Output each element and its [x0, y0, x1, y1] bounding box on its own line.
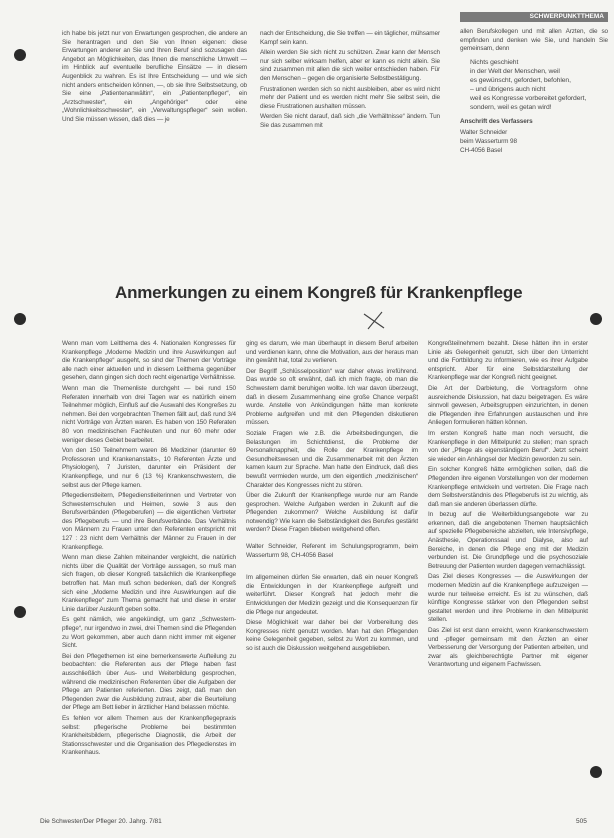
pencil-mark [362, 310, 388, 332]
paragraph: Wenn man vom Leitthema des 4. Nationalen Kongresses für Krankenpflege „Moderne Medizin und ihre Auswirkungen auf die Krankenpflege“ ausgeht, so sind der Themen der Vorträge alle nach einer aktuellen und in diesem Leitthema gegenüber gesehen, dann gingen sich doch recht eigenartige Verhältnisse. [62, 340, 236, 382]
paragraph: Über die Zukunft der Krankenpflege wurde nur am Rande gesprochen. Welche Aufgaben werden in Zukunft auf die Pflegenden zukommen? Welche Ausbildung ist dafür notwendig? Wie kann die Selbständigkeit des Berufes gestärkt werden? Diese Fragen blieben weitgehend offen. [246, 492, 418, 534]
paragraph: Der Begriff „Schlüsselposition“ war daher etwas irreführend. Das wurde so oft erwähnt, daß ich mich fragte, ob man die Schwestern damit beruhigen wollte. Ich war davon überzeugt, daß in diesem Zusammenhang eine große Chance verpaßt wurde. Anstelle von Ankündigungen hätte man konkrete Probleme aufgreifen und mit den Pflegenden diskutieren müssen. [246, 367, 418, 427]
quote-line: – und übrigens auch nicht [470, 85, 546, 93]
paragraph: Es geht nämlich, wie angekündigt, um ganz „Schwestern- pflege“, nur irgendwo in zwei, drei Themen sind die Pflegenden zu Wort gekommen, aber auch dann nicht immer mit eigener Sicht. [62, 616, 236, 650]
paragraph: Die Art der Darbietung, die Vortragsform ohne ausreichende Diskussion, hat dazu beigetragen. Es wäre sinnvoll gewesen, Arbeitsgruppen einzurichten, in denen die Pflegenden ihre Erfahrungen austauschen und ihre Anliegen formulieren hätten können. [428, 384, 588, 427]
paragraph: Pflegedienstleitern, Pflegedienstleiterinnen und Vertreter von Schwesternschulen und Heimen, sowie 3 aus den Berufsverbänden (Pflegeberufen) — die eigentlichen Vertreter des Pflegeberufs — und ihre Berufsverbände. Das Verhältnis von Männern zu Frauen unter den Referenten entspricht mit 127 : 23 nicht dem Verhältnis der Männer zu Frauen in der Krankenpflege. [62, 492, 236, 551]
paragraph: In bezug auf die Weiterbildungsangebote war zu erkennen, daß die angebotenen Themen hauptsächlich auf spezielle Pflegebereiche abzielten, wie Intensivpflege, Anästhesie, Operationssaal und Dialyse, also auf Bereiche, in denen die Pflege eng mit der Medizin verbunden ist. Die Grundpflege und die psychosoziale Betreuung der Patienten wurden dagegen vernachlässigt. [428, 511, 588, 570]
top-right-column [460, 28, 608, 198]
punch-hole [14, 49, 26, 61]
paragraph: Soziale Fragen wie z.B. die Arbeitsbedingungen, die Belastungen im Schichtdienst, die Probleme der Personalknappheit, die Rolle der Krankenpflege im Gesundheitswesen und die Zusammenarbeit mit den Ärzten kamen kaum zur Sprache. Man hatte den Eindruck, daß dies bewußt vermieden wurde, um den eigentlich „medizinischen“ Charakter des Kongresses nicht zu stören. [246, 429, 418, 489]
quote-line: es gewünscht, gefordert, befohlen, [470, 76, 571, 84]
author-heading: Anschrift des Verfassers [460, 117, 533, 125]
paragraph: Walter Schneider, Referent im Schulungsprogramm, beim Wasserturm 98, CH-4056 Basel [246, 543, 418, 559]
paragraph: Das Ziel dieses Kongresses — die Auswirkungen der modernen Medizin auf die Krankenpflege aufzuzeigen — wurde nur teilweise erreicht. Es ist zu wünschen, daß künftige Kongresse stärker von den Pflegenden selbst gestaltet werden und ihre Probleme in den Mittelpunkt stellen. [428, 573, 588, 624]
paragraph: allen Berufskollegen und mit allen Ärzten, die so empfinden und denken wie Sie, und handeln Sie gemeinsam, denn [460, 28, 608, 53]
paragraph: Im allgemeinen dürfen Sie erwarten, daß ein neuer Kongreß die Entwicklungen in der Krankenpflege aufgreift und weiterführt. Dieser Kongreß hat jedoch mehr die Entwicklungen der Medizin gezeigt und die Konsequenzen für die Pflege nur angedeutet. [246, 574, 418, 616]
paragraph: Allein werden Sie sich nicht zu schützen. Zwar kann der Mensch nur sich selber wirksam helfen, aber er kann es nicht allein. Sie sind zusammen mit allen die sich weiter entschieden haben. Für den Menschen – gegen die organisierte Selbstbestätigung. [260, 49, 440, 82]
quote-line: Nichts geschieht [470, 58, 519, 66]
page-number: 505 [576, 818, 587, 825]
paragraph: nach der Entscheidung, die Sie treffen — ein täglicher, mühsamer Kampf sein kann. [260, 30, 440, 46]
paragraph: Wenn man diese Zahlen miteinander vergleicht, die natürlich nichts über die Qualität der Vorträge aussagen, so muß man sich fragen, ob dieser Kongreß tatsächlich die Krankenpflege betroffen hat. Man muß schon bedenken, daß der Kongreß sich eine „Moderne Medizin und ihre Auswirkungen auf die Krankenpflege“ zum Thema gemacht hat und diese in erster Linie darüber Auskunft geben sollte. [62, 554, 236, 613]
paragraph: Das Ziel ist erst dann erreicht, wenn Krankenschwestern und -pfleger gemeinsam mit den Ärzten an einer Verbesserung der Versorgung der Patienten arbeiten, und zwar als gleichberechtigte Partner mit eigener Verantwortung und eigenem Fachwissen. [428, 627, 588, 669]
punch-hole [590, 313, 602, 325]
quote-line: sondern, weil es getan wird! [470, 103, 552, 111]
author-line: beim Wasserturm 98 [460, 137, 517, 145]
article-title: Anmerkungen zu einem Kongreß für Krankenpflege [115, 283, 523, 302]
top-middle-column [260, 30, 440, 180]
paragraph: Bei den Pflegethemen ist eine bemerkenswerte Aufteilung zu beobachten: die Referenten aus der Pflege haben fast ausschließlich über Aus- und Weiterbildung gesprochen, während die medizinischen Referenten über die Aufgaben der Pflege am Patienten referierten. Dies zeigt, daß man den Pflegenden zwar die Ausbildung zutraut, aber die Beurteilung der Pflege am Bett lieber in ärztlicher Hand belassen möchte. [62, 652, 236, 712]
punch-hole [590, 766, 602, 778]
paragraph: Es fehlen vor allem Themen aus der Krankenpflegepraxis selbst: pflegerische Probleme bei bestimmten Krankheitsbildern, pflegerische Diagnostik, die Arbeit der Stationsschwester und die Organisation des Pflegedienstes im Krankenhaus. [62, 714, 236, 757]
paragraph: Ein solcher Kongreß hätte ermöglichen sollen, daß die Pflegenden ihre eigenen Vorstellungen von der modernen Krankenpflege entwickeln und vertreten. Die Frage nach dem Selbstverständnis des Pflegeberufs ist zu wichtig, als daß man sie anderen überlassen dürfte. [428, 466, 588, 508]
bottom-middle-column [246, 340, 418, 812]
paragraph: ging es darum, wie man überhaupt in diesem Beruf arbeiten und verdienen kann, ohne die Motivation, aus der heraus man ihn gewählt hat, total zu verlieren. [246, 340, 418, 365]
author-line: CH-4056 Basel [460, 146, 503, 154]
paragraph: ich habe bis jetzt nur von Erwartungen gesprochen, die andere an Sie herantragen und den Sie von Ihnen eigenen: diese Erwartungen anderer an Sie und Ihren Beruf sind sozusagen das Angebot an Möglichkeiten, das Ihnen die menschliche Umwelt — im Hinblick auf eventuelle berufliche Einsätze — in diesem Augenblick zu wahren. Es ist Ihre Entscheidung — und wie sich nicht anders entscheiden können, —, ob sie Ihre Selbstsetzung, ob Sie eine „Patientenanwältin“, ein „Patientenpfleger“, ein „Arztschwester“, ein „Angehöriger“ oder eine „Wohnlichkeitsschwester“, ein „Verwaltungspfleger“ sein wollen. Und Sie müssen wissen, daß dies — je [62, 30, 247, 123]
paragraph: Kongreßteilnehmern bezahlt. Diese hätten ihn in erster Linie als Gelegenheit genutzt, sich über den Unterricht und die Fortbildung zu informieren, wie es ihrer Aufgabe entspricht. Aber für eine Selbstdarstellung der Krankenpflege war der Kongreß nicht geeignet. [428, 340, 588, 382]
bottom-left-column [62, 340, 236, 812]
paragraph: Frustrationen werden sich so nicht ausbleiben, aber es wird nicht mehr der Patient und es werden nicht mehr Sie selbst sein, die diese Frustrationen aushalten müssen. [260, 85, 440, 110]
top-left-column [62, 30, 247, 180]
paragraph: Im ersten Kongreß hatte man noch versucht, die Krankenpflege in den Mittelpunkt zu stellen; man sprach von der „Pflege als eigenständigem Beruf“. Jetzt scheint sie wieder ein Anhängsel der Medizin geworden zu sein. [428, 429, 588, 463]
footer-publication: Die Schwester/Der Pfleger 20. Jahrg. 7/81 [40, 818, 162, 825]
paragraph: Diese Möglichkeit war daher bei der Vorbereitung des Kongresses nicht genutzt worden. Man hat den Pflegenden keine Gelegenheit gegeben, selbst zu Wort zu kommen, und so ist auch die Diskussion weitgehend ausgeblieben. [246, 619, 418, 652]
punch-hole [14, 313, 26, 325]
section-header-tag: SCHWERPUNKTTHEMA [460, 12, 608, 22]
quote-line: weil es Kongresse vorbereitet gefordert, [470, 94, 587, 102]
punch-hole [14, 606, 26, 618]
quote-block [470, 58, 608, 112]
bottom-right-column [428, 340, 588, 812]
paragraph: Von den 150 Teilnehmern waren 86 Mediziner (darunter 69 Professoren und Krankenanstalts-, 10 Referenten Ärzte und Physiologen), 7 Juristen, darunter ein Präsident der Krankenpflege, und nur 6 (13 %) Krankenschwestern, die selbst aus der Pflege kamen. [62, 447, 236, 489]
author-line: Walter Schneider [460, 129, 508, 137]
paragraph: Wenn man die Themenliste durchgeht — bei rund 150 Referaten innerhalb von drei Tagen war es natürlich einem Teilnehmer möglich, Einfluß auf die Auswahl des Kongreßes zu nehmen. Bei den vorgebrachten Themen fällt auf, daß rund 3/4 nicht Vorträge von Ärzten waren. Es haben von 150 Referaten 80 von medizinischen Fachleuten und nur 60 mehr oder weniger dieses Gebiet bearbeitet. [62, 384, 236, 444]
paragraph: Werden Sie nicht darauf, daß sich „die Verhältnisse“ ändern. Tun Sie das zusammen mit [260, 113, 440, 129]
author-address [460, 129, 608, 155]
quote-line: in der Welt der Menschen, weil [470, 67, 560, 75]
